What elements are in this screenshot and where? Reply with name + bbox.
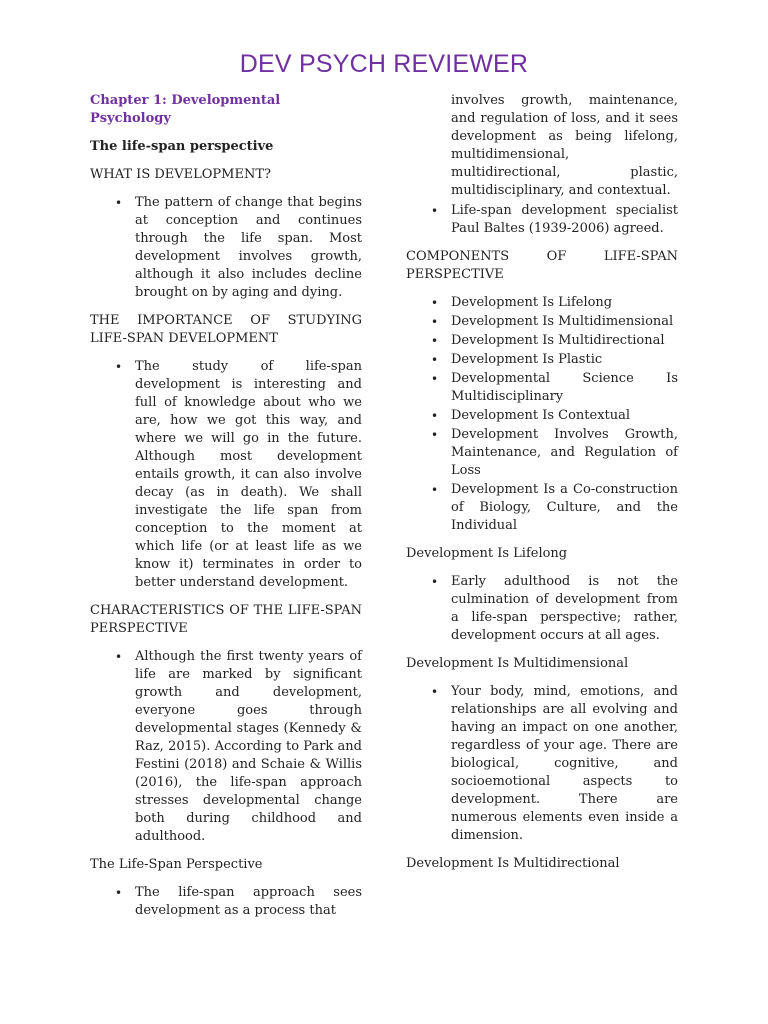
characteristics-list bbox=[90, 648, 362, 846]
bullet-item: • Life-span development specialist Paul Baltes (1939-2006) agreed. bbox=[451, 202, 678, 238]
bullet-item: • The life-span approach sees development as a process that bbox=[135, 884, 362, 920]
bullet-item: • Your body, mind, emotions, and relationships are all evolving and having an impact on one another, regardless of your age. There are biological, cognitive, and socioemotional aspects to development. There are numerous elements even inside a dimension. bbox=[451, 683, 678, 845]
bullet-item: • The pattern of change that begins at conception and continues through the life span. Most development involves growth, although it also includes decline brought on by aging and dying. bbox=[135, 194, 362, 302]
baltes-list bbox=[406, 202, 678, 238]
heading-characteristics: CHARACTERISTICS OF THE LIFE-SPAN PERSPECTIVE bbox=[90, 603, 362, 636]
heading-multidimensional: Development Is Multidimensional bbox=[406, 656, 629, 671]
multidimensional-list bbox=[406, 683, 678, 845]
chapter-heading: Chapter 1: Developmental Psychology bbox=[90, 93, 281, 126]
heading-importance: THE IMPORTANCE OF STUDYING LIFE-SPAN DEVELOPMENT bbox=[90, 313, 362, 346]
section-subheading: The life-span perspective bbox=[90, 139, 274, 154]
document-title: DEV PSYCH REVIEWER bbox=[239, 50, 529, 78]
life-span-perspective-list bbox=[90, 884, 362, 920]
what-is-development-list bbox=[90, 194, 362, 302]
component-item: • Development Is Lifelong bbox=[451, 294, 678, 312]
component-item: • Developmental Science Is Multidisciplinary bbox=[451, 370, 678, 406]
heading-multidirectional: Development Is Multidirectional bbox=[406, 856, 620, 871]
component-item: • Development Is Multidimensional bbox=[451, 313, 678, 331]
component-item: • Development Is a Co-construction of Biology, Culture, and the Individual bbox=[451, 481, 678, 535]
heading-components: COMPONENTS OF LIFE-SPAN PERSPECTIVE bbox=[406, 249, 678, 282]
left-column bbox=[90, 92, 362, 930]
components-list bbox=[406, 294, 678, 535]
lifelong-list bbox=[406, 573, 678, 645]
bullet-item: • The study of life-span development is interesting and full of knowledge about who we are, how we got this way, and where we will go in the future. Although most development entails growth, it can also involve decay (as in death). We shall investigate the life span from conception to the moment at which life (or at least life as we know it) terminates in order to better understand development. bbox=[135, 358, 362, 592]
component-item: • Development Involves Growth, Maintenance, and Regulation of Loss bbox=[451, 426, 678, 480]
importance-list bbox=[90, 358, 362, 592]
heading-lifelong: Development Is Lifelong bbox=[406, 546, 568, 561]
heading-life-span-perspective: The Life-Span Perspective bbox=[90, 857, 263, 872]
right-column bbox=[406, 92, 678, 883]
bullet-continuation: involves growth, maintenance, and regulation of loss, and it sees development as being lifelong, multidimensional, multidirectional, plastic, multidisciplinary, and contextual. bbox=[451, 93, 678, 198]
component-item: • Development Is Plastic bbox=[451, 351, 678, 369]
component-item: • Development Is Multidirectional bbox=[451, 332, 678, 350]
heading-what-is-development: WHAT IS DEVELOPMENT? bbox=[90, 167, 271, 182]
bullet-item: • Although the first twenty years of life are marked by significant growth and development, everyone goes through developmental stages (Kennedy & Raz, 2015). According to Park and Festini (2018) and Schaie & Willis (2016), the life-span approach stresses developmental change both during childhood and adulthood. bbox=[135, 648, 362, 846]
bullet-item: • Early adulthood is not the culmination of development from a life-span perspective; rather, development occurs at all ages. bbox=[451, 573, 678, 645]
component-item: • Development Is Contextual bbox=[451, 407, 678, 425]
